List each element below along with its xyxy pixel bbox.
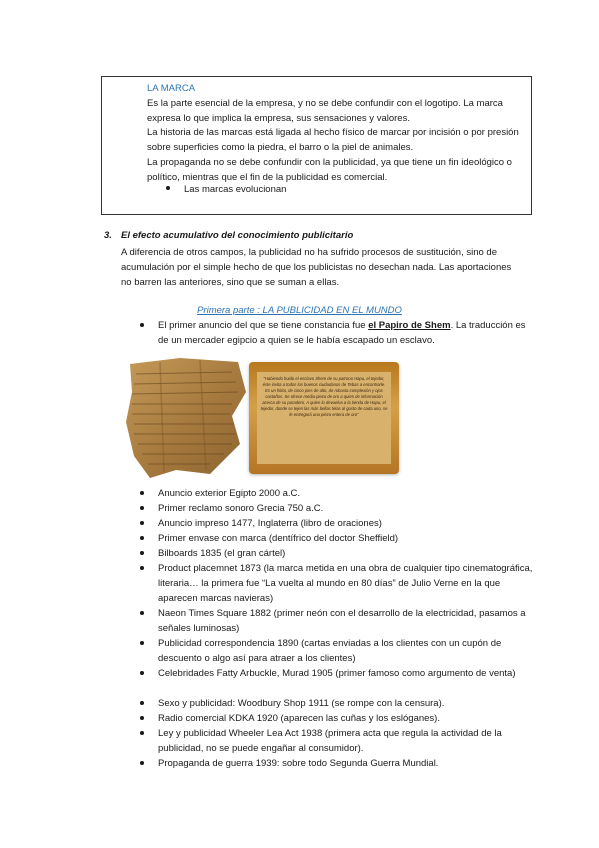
document-page: LA MARCA Es la parte esencial de la empresa, y no se debe confundir con el logotipo. La marca expresa lo que implica la empresa, sus sensaciones y valores. La historia de las marcas está ligada al hecho físico de marcar por incisión o por presión sobre superficies como la piedra, el barro o la piel de animales. La propaganda no se debe confundir con la publicidad, ya que tiene un fin ideológico o político, mientras que el fin de la publicidad es comercial. Las marcas evolucionan 3. El efecto acumulativo del conocimiento publicitario A diferencia de otros campos, la publicidad no ha sufrido procesos de sustitución, sino de acumulación por el simple hecho de que los publicistas no desechan nada. Las aportaciones no barren las anteriores, sino que se suman a ellas. Primera parte : LA PUBLICIDAD EN EL MUNDO El primer anuncio del que se tiene constancia fue el Papiro de Shem. La traducción es de un mercader egipcio a quien se le había escapado un esclavo. "Habiendo huido el esclavo Shem de su patrono Hapu, el tejedor, éste invita a todos los buenos ciudadanos de Tebas a encontrarle. Es un hitita, de cinco pies de alto, de robusta complexión y ojos castaños. Se ofrece media pieza de oro a quien de información acerca de su paradero. A quien lo devuelva a la tienda de Hapu, el tejedor, donde se tejen las más bellas telas al gusto de cada uno, se le entregará una pieza entera de oro" Anuncio exterior Egipto 2000 a.C. Primer reclamo sonoro Grecia 750 a.C. Anuncio impreso 1477, Inglaterra (libro de oraciones) Primer envase con marca (dentífrico del doctor Sheffield) Bilboards 1835 (el gran cártel) Product placemnet 1873 (la marca metida en una obra de cualquier tipo cinematográfica, literaria… la primera fue “La vuelta al mundo en 80 días” de Julio Verne en la que aparecen marcas navieras) Naeon Times Square 1882 (primer neón con el desarrollo de la electricidad, pasamos a señales luminosas) Publicidad correspondencia 1890 (cartas enviadas a los clientes con un cupón de descuento o algo así para atraer a los clientes) Celebridades Fatty Arbuckle, Murad 1905 (primer famoso como argumento de venta) Sexo y publicidad: Woodbury Shop 1911 (se rompe con la censura). Radio comercial KDKA 1920 (aparecen las cuñas y los eslóganes). Ley y publicidad Wheeler Lea Act 1938 (primera acta que regula la actividad de la publicidad, no se puede engañar al consumidor). Propaganda de guerra 1939: sobre todo Segunda Guerra Mundial. <box>0 0 599 848</box>
marca-paragraph-3: La propaganda no se debe confundir con la publicidad, ya que tiene un fin ideológico o político, mientras que el fin de la publicidad es comercial. <box>147 157 512 183</box>
bullet-dot-icon <box>140 566 144 570</box>
bullet-dot-icon <box>140 611 144 615</box>
papyrus-figure <box>120 352 410 480</box>
bullet-dot-icon <box>140 761 144 765</box>
bullet-dot-icon <box>140 491 144 495</box>
marca-box <box>101 76 532 215</box>
part-heading: Primera parte : LA PUBLICIDAD EN EL MUNDO <box>197 305 402 316</box>
marca-paragraph-1: Es la parte esencial de la empresa, y no se debe confundir con el logotipo. La marca expresa lo que implica la empresa, sus sensaciones y valores. <box>147 98 503 124</box>
papyrus-image <box>120 352 250 480</box>
bullet-dot-icon <box>140 506 144 510</box>
bullet-dot-icon <box>140 671 144 675</box>
translation-text: "Habiendo huido el esclavo Shem de su patrono Hapu, el tejedor, éste invita a todos los buenos ciudadanos de Tebas a encontrarle. Es un hitita, de cinco pies de alto, de robusta complexión y ojos castaños. Se ofrece media pieza de oro a quien de información acerca de su paradero. A quien lo devuelva a la tienda de Hapu, el tejedor, donde se tejen las más bellas telas al gusto de cada uno, se le entregará una pieza entera de oro" <box>257 372 391 464</box>
papiro-link[interactable]: el Papiro de Shem <box>368 320 451 331</box>
bullet-dot-icon <box>140 701 144 705</box>
bullet-dot-icon <box>140 716 144 720</box>
bullet-dot-icon <box>140 551 144 555</box>
marca-title: LA MARCA <box>147 83 196 94</box>
bullet-dot-icon <box>166 186 170 190</box>
bullet-dot-icon <box>140 323 144 327</box>
marca-bullet-text: Las marcas evolucionan <box>184 184 287 195</box>
bullet-dot-icon <box>140 536 144 540</box>
marca-paragraph-2: La historia de las marcas está ligada al hecho físico de marcar por incisión o por presión sobre superficies como la piedra, el barro o la piel de animales. <box>147 127 519 153</box>
section-number: 3. <box>104 230 112 241</box>
section-body: A diferencia de otros campos, la publicidad no ha sufrido procesos de sustitución, sino de acumulación por el simple hecho de que los publicistas no desechan nada. Las aportaciones no barren las anteriores, sino que se suman a ellas. <box>121 247 512 288</box>
first-bullet-text: El primer anuncio del que se tiene constancia fue el Papiro de Shem. La traducción es de un mercader egipcio a quien se le había escapado un esclavo. <box>158 320 526 346</box>
bullet-dot-icon <box>140 521 144 525</box>
bullet-dot-icon <box>140 731 144 735</box>
translation-scroll <box>249 362 399 474</box>
marca-bullet <box>166 184 286 195</box>
bullet-dot-icon <box>140 641 144 645</box>
section-title: El efecto acumulativo del conocimiento publicitario <box>121 230 354 241</box>
